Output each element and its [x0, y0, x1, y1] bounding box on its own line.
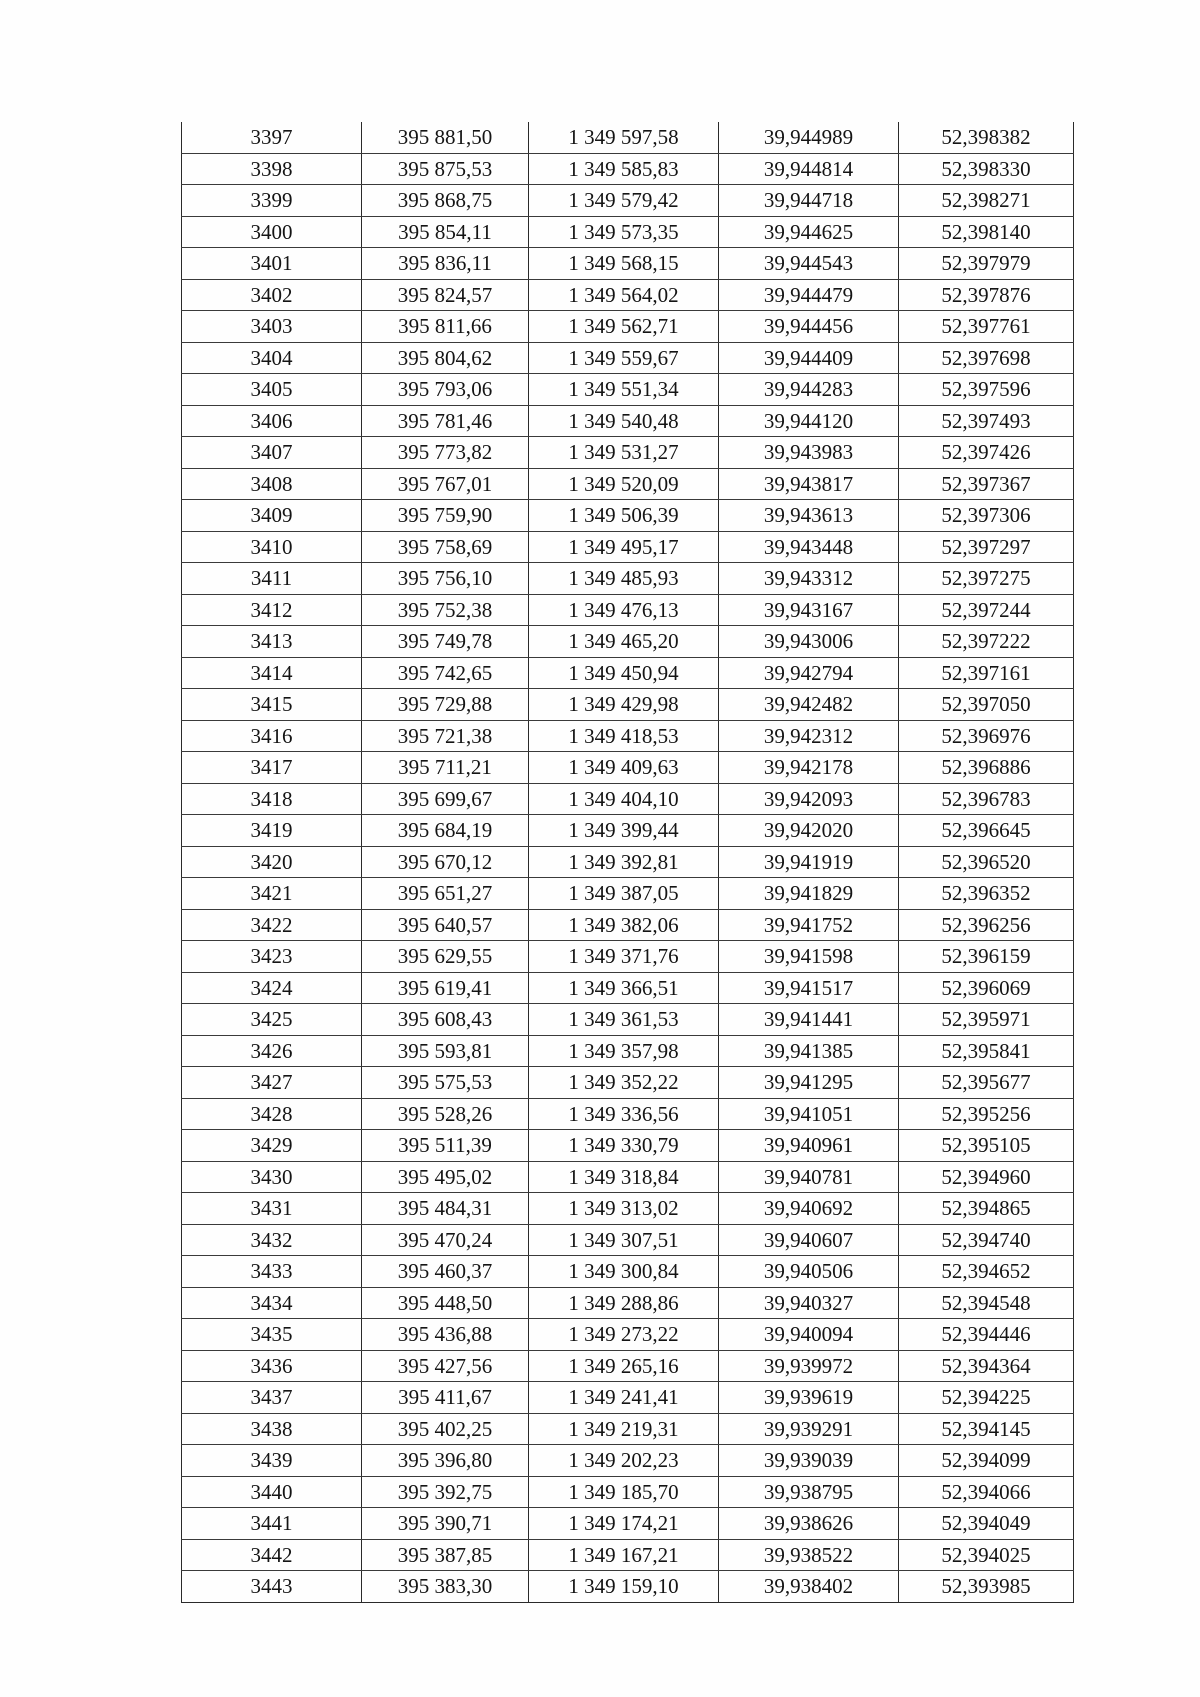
latitude-cell: 52,396645 — [899, 815, 1074, 847]
latitude-cell: 52,394652 — [899, 1256, 1074, 1288]
longitude-cell: 39,940327 — [719, 1287, 899, 1319]
y-coordinate-cell: 1 349 336,56 — [529, 1098, 719, 1130]
x-coordinate-cell: 395 593,81 — [362, 1035, 529, 1067]
y-coordinate-cell: 1 349 366,51 — [529, 972, 719, 1004]
point-number-cell: 3406 — [182, 405, 362, 437]
table-row — [182, 531, 1074, 563]
table-row — [182, 1161, 1074, 1193]
point-number-cell: 3416 — [182, 720, 362, 752]
table-row — [182, 1571, 1074, 1603]
point-number-cell: 3420 — [182, 846, 362, 878]
x-coordinate-cell: 395 868,75 — [362, 185, 529, 217]
point-number-cell: 3435 — [182, 1319, 362, 1351]
table-row — [182, 1508, 1074, 1540]
latitude-cell: 52,397297 — [899, 531, 1074, 563]
table-row — [182, 563, 1074, 595]
x-coordinate-cell: 395 729,88 — [362, 689, 529, 721]
y-coordinate-cell: 1 349 167,21 — [529, 1539, 719, 1571]
y-coordinate-cell: 1 349 568,15 — [529, 248, 719, 280]
latitude-cell: 52,395971 — [899, 1004, 1074, 1036]
table-row — [182, 1382, 1074, 1414]
point-number-cell: 3417 — [182, 752, 362, 784]
latitude-cell: 52,397493 — [899, 405, 1074, 437]
latitude-cell: 52,396886 — [899, 752, 1074, 784]
latitude-cell: 52,394446 — [899, 1319, 1074, 1351]
x-coordinate-cell: 395 495,02 — [362, 1161, 529, 1193]
longitude-cell: 39,944120 — [719, 405, 899, 437]
y-coordinate-cell: 1 349 265,16 — [529, 1350, 719, 1382]
longitude-cell: 39,941441 — [719, 1004, 899, 1036]
x-coordinate-cell: 395 881,50 — [362, 122, 529, 153]
coordinates-table — [181, 122, 1074, 1603]
x-coordinate-cell: 395 392,75 — [362, 1476, 529, 1508]
longitude-cell: 39,942794 — [719, 657, 899, 689]
table-row — [182, 1256, 1074, 1288]
latitude-cell: 52,397698 — [899, 342, 1074, 374]
x-coordinate-cell: 395 511,39 — [362, 1130, 529, 1162]
x-coordinate-cell: 395 811,66 — [362, 311, 529, 343]
point-number-cell: 3442 — [182, 1539, 362, 1571]
latitude-cell: 52,396783 — [899, 783, 1074, 815]
y-coordinate-cell: 1 349 318,84 — [529, 1161, 719, 1193]
y-coordinate-cell: 1 349 418,53 — [529, 720, 719, 752]
x-coordinate-cell: 395 699,67 — [362, 783, 529, 815]
longitude-cell: 39,941829 — [719, 878, 899, 910]
latitude-cell: 52,396352 — [899, 878, 1074, 910]
point-number-cell: 3424 — [182, 972, 362, 1004]
latitude-cell: 52,396159 — [899, 941, 1074, 973]
table-row — [182, 405, 1074, 437]
latitude-cell: 52,397244 — [899, 594, 1074, 626]
y-coordinate-cell: 1 349 485,93 — [529, 563, 719, 595]
longitude-cell: 39,939619 — [719, 1382, 899, 1414]
longitude-cell: 39,940781 — [719, 1161, 899, 1193]
point-number-cell: 3399 — [182, 185, 362, 217]
point-number-cell: 3441 — [182, 1508, 362, 1540]
x-coordinate-cell: 395 773,82 — [362, 437, 529, 469]
x-coordinate-cell: 395 781,46 — [362, 405, 529, 437]
x-coordinate-cell: 395 875,53 — [362, 153, 529, 185]
longitude-cell: 39,944718 — [719, 185, 899, 217]
longitude-cell: 39,942178 — [719, 752, 899, 784]
table-row — [182, 1035, 1074, 1067]
x-coordinate-cell: 395 711,21 — [362, 752, 529, 784]
y-coordinate-cell: 1 349 392,81 — [529, 846, 719, 878]
longitude-cell: 39,944625 — [719, 216, 899, 248]
table-row — [182, 374, 1074, 406]
x-coordinate-cell: 395 427,56 — [362, 1350, 529, 1382]
point-number-cell: 3421 — [182, 878, 362, 910]
x-coordinate-cell: 395 608,43 — [362, 1004, 529, 1036]
longitude-cell: 39,940692 — [719, 1193, 899, 1225]
point-number-cell: 3423 — [182, 941, 362, 973]
latitude-cell: 52,397876 — [899, 279, 1074, 311]
table-row — [182, 752, 1074, 784]
point-number-cell: 3443 — [182, 1571, 362, 1603]
latitude-cell: 52,397275 — [899, 563, 1074, 595]
table-row — [182, 122, 1074, 153]
x-coordinate-cell: 395 619,41 — [362, 972, 529, 1004]
y-coordinate-cell: 1 349 476,13 — [529, 594, 719, 626]
y-coordinate-cell: 1 349 352,22 — [529, 1067, 719, 1099]
y-coordinate-cell: 1 349 202,23 — [529, 1445, 719, 1477]
y-coordinate-cell: 1 349 185,70 — [529, 1476, 719, 1508]
y-coordinate-cell: 1 349 559,67 — [529, 342, 719, 374]
table-row — [182, 1319, 1074, 1351]
y-coordinate-cell: 1 349 371,76 — [529, 941, 719, 973]
latitude-cell: 52,393985 — [899, 1571, 1074, 1603]
point-number-cell: 3415 — [182, 689, 362, 721]
y-coordinate-cell: 1 349 579,42 — [529, 185, 719, 217]
x-coordinate-cell: 395 396,80 — [362, 1445, 529, 1477]
longitude-cell: 39,943448 — [719, 531, 899, 563]
table-row — [182, 594, 1074, 626]
table-row — [182, 1445, 1074, 1477]
point-number-cell: 3422 — [182, 909, 362, 941]
point-number-cell: 3408 — [182, 468, 362, 500]
longitude-cell: 39,939039 — [719, 1445, 899, 1477]
x-coordinate-cell: 395 411,67 — [362, 1382, 529, 1414]
point-number-cell: 3413 — [182, 626, 362, 658]
y-coordinate-cell: 1 349 273,22 — [529, 1319, 719, 1351]
latitude-cell: 52,397222 — [899, 626, 1074, 658]
x-coordinate-cell: 395 670,12 — [362, 846, 529, 878]
longitude-cell: 39,944989 — [719, 122, 899, 153]
table-row — [182, 720, 1074, 752]
point-number-cell: 3426 — [182, 1035, 362, 1067]
longitude-cell: 39,943817 — [719, 468, 899, 500]
x-coordinate-cell: 395 484,31 — [362, 1193, 529, 1225]
point-number-cell: 3403 — [182, 311, 362, 343]
x-coordinate-cell: 395 460,37 — [362, 1256, 529, 1288]
point-number-cell: 3397 — [182, 122, 362, 153]
y-coordinate-cell: 1 349 495,17 — [529, 531, 719, 563]
table-row — [182, 657, 1074, 689]
latitude-cell: 52,394066 — [899, 1476, 1074, 1508]
longitude-cell: 39,944456 — [719, 311, 899, 343]
latitude-cell: 52,394099 — [899, 1445, 1074, 1477]
latitude-cell: 52,397306 — [899, 500, 1074, 532]
table-row — [182, 311, 1074, 343]
x-coordinate-cell: 395 742,65 — [362, 657, 529, 689]
coordinates-table-body — [182, 122, 1074, 1602]
longitude-cell: 39,941598 — [719, 941, 899, 973]
point-number-cell: 3414 — [182, 657, 362, 689]
x-coordinate-cell: 395 387,85 — [362, 1539, 529, 1571]
longitude-cell: 39,944814 — [719, 153, 899, 185]
longitude-cell: 39,942482 — [719, 689, 899, 721]
table-row — [182, 1193, 1074, 1225]
point-number-cell: 3405 — [182, 374, 362, 406]
latitude-cell: 52,394025 — [899, 1539, 1074, 1571]
point-number-cell: 3418 — [182, 783, 362, 815]
y-coordinate-cell: 1 349 597,58 — [529, 122, 719, 153]
longitude-cell: 39,942020 — [719, 815, 899, 847]
latitude-cell: 52,398382 — [899, 122, 1074, 153]
x-coordinate-cell: 395 528,26 — [362, 1098, 529, 1130]
point-number-cell: 3438 — [182, 1413, 362, 1445]
y-coordinate-cell: 1 349 357,98 — [529, 1035, 719, 1067]
latitude-cell: 52,394049 — [899, 1508, 1074, 1540]
table-row — [182, 1413, 1074, 1445]
point-number-cell: 3425 — [182, 1004, 362, 1036]
point-number-cell: 3419 — [182, 815, 362, 847]
x-coordinate-cell: 395 804,62 — [362, 342, 529, 374]
point-number-cell: 3428 — [182, 1098, 362, 1130]
y-coordinate-cell: 1 349 404,10 — [529, 783, 719, 815]
latitude-cell: 52,398140 — [899, 216, 1074, 248]
longitude-cell: 39,940961 — [719, 1130, 899, 1162]
x-coordinate-cell: 395 793,06 — [362, 374, 529, 406]
point-number-cell: 3437 — [182, 1382, 362, 1414]
x-coordinate-cell: 395 758,69 — [362, 531, 529, 563]
table-row — [182, 1098, 1074, 1130]
x-coordinate-cell: 395 836,11 — [362, 248, 529, 280]
latitude-cell: 52,394960 — [899, 1161, 1074, 1193]
latitude-cell: 52,397761 — [899, 311, 1074, 343]
x-coordinate-cell: 395 756,10 — [362, 563, 529, 595]
y-coordinate-cell: 1 349 585,83 — [529, 153, 719, 185]
longitude-cell: 39,938795 — [719, 1476, 899, 1508]
y-coordinate-cell: 1 349 450,94 — [529, 657, 719, 689]
x-coordinate-cell: 395 640,57 — [362, 909, 529, 941]
table-row — [182, 846, 1074, 878]
x-coordinate-cell: 395 854,11 — [362, 216, 529, 248]
longitude-cell: 39,941385 — [719, 1035, 899, 1067]
point-number-cell: 3412 — [182, 594, 362, 626]
latitude-cell: 52,394225 — [899, 1382, 1074, 1414]
point-number-cell: 3410 — [182, 531, 362, 563]
x-coordinate-cell: 395 651,27 — [362, 878, 529, 910]
longitude-cell: 39,944283 — [719, 374, 899, 406]
table-row — [182, 500, 1074, 532]
latitude-cell: 52,397426 — [899, 437, 1074, 469]
latitude-cell: 52,396520 — [899, 846, 1074, 878]
y-coordinate-cell: 1 349 300,84 — [529, 1256, 719, 1288]
point-number-cell: 3404 — [182, 342, 362, 374]
longitude-cell: 39,944409 — [719, 342, 899, 374]
x-coordinate-cell: 395 436,88 — [362, 1319, 529, 1351]
x-coordinate-cell: 395 824,57 — [362, 279, 529, 311]
y-coordinate-cell: 1 349 387,05 — [529, 878, 719, 910]
y-coordinate-cell: 1 349 564,02 — [529, 279, 719, 311]
x-coordinate-cell: 395 759,90 — [362, 500, 529, 532]
longitude-cell: 39,943167 — [719, 594, 899, 626]
longitude-cell: 39,941295 — [719, 1067, 899, 1099]
point-number-cell: 3398 — [182, 153, 362, 185]
y-coordinate-cell: 1 349 409,63 — [529, 752, 719, 784]
y-coordinate-cell: 1 349 361,53 — [529, 1004, 719, 1036]
point-number-cell: 3409 — [182, 500, 362, 532]
table-row — [182, 1067, 1074, 1099]
table-row — [182, 468, 1074, 500]
latitude-cell: 52,397367 — [899, 468, 1074, 500]
latitude-cell: 52,395841 — [899, 1035, 1074, 1067]
table-row — [182, 342, 1074, 374]
point-number-cell: 3407 — [182, 437, 362, 469]
y-coordinate-cell: 1 349 288,86 — [529, 1287, 719, 1319]
y-coordinate-cell: 1 349 465,20 — [529, 626, 719, 658]
longitude-cell: 39,942093 — [719, 783, 899, 815]
longitude-cell: 39,941051 — [719, 1098, 899, 1130]
x-coordinate-cell: 395 629,55 — [362, 941, 529, 973]
x-coordinate-cell: 395 448,50 — [362, 1287, 529, 1319]
latitude-cell: 52,394865 — [899, 1193, 1074, 1225]
y-coordinate-cell: 1 349 382,06 — [529, 909, 719, 941]
point-number-cell: 3427 — [182, 1067, 362, 1099]
y-coordinate-cell: 1 349 540,48 — [529, 405, 719, 437]
y-coordinate-cell: 1 349 159,10 — [529, 1571, 719, 1603]
table-row — [182, 972, 1074, 1004]
latitude-cell: 52,395677 — [899, 1067, 1074, 1099]
table-row — [182, 279, 1074, 311]
latitude-cell: 52,394548 — [899, 1287, 1074, 1319]
point-number-cell: 3402 — [182, 279, 362, 311]
point-number-cell: 3431 — [182, 1193, 362, 1225]
x-coordinate-cell: 395 390,71 — [362, 1508, 529, 1540]
latitude-cell: 52,397979 — [899, 248, 1074, 280]
table-row — [182, 153, 1074, 185]
table-row — [182, 216, 1074, 248]
point-number-cell: 3429 — [182, 1130, 362, 1162]
y-coordinate-cell: 1 349 399,44 — [529, 815, 719, 847]
latitude-cell: 52,395105 — [899, 1130, 1074, 1162]
y-coordinate-cell: 1 349 520,09 — [529, 468, 719, 500]
table-row — [182, 437, 1074, 469]
longitude-cell: 39,943613 — [719, 500, 899, 532]
x-coordinate-cell: 395 721,38 — [362, 720, 529, 752]
table-row — [182, 909, 1074, 941]
longitude-cell: 39,944543 — [719, 248, 899, 280]
y-coordinate-cell: 1 349 429,98 — [529, 689, 719, 721]
table-row — [182, 185, 1074, 217]
y-coordinate-cell: 1 349 241,41 — [529, 1382, 719, 1414]
point-number-cell: 3411 — [182, 563, 362, 595]
table-row — [182, 1350, 1074, 1382]
latitude-cell: 52,396256 — [899, 909, 1074, 941]
latitude-cell: 52,394364 — [899, 1350, 1074, 1382]
table-row — [182, 248, 1074, 280]
table-row — [182, 1130, 1074, 1162]
table-row — [182, 1004, 1074, 1036]
table-row — [182, 815, 1074, 847]
latitude-cell: 52,397596 — [899, 374, 1074, 406]
point-number-cell: 3440 — [182, 1476, 362, 1508]
longitude-cell: 39,939972 — [719, 1350, 899, 1382]
longitude-cell: 39,940094 — [719, 1319, 899, 1351]
y-coordinate-cell: 1 349 307,51 — [529, 1224, 719, 1256]
y-coordinate-cell: 1 349 506,39 — [529, 500, 719, 532]
latitude-cell: 52,397161 — [899, 657, 1074, 689]
table-row — [182, 878, 1074, 910]
point-number-cell: 3430 — [182, 1161, 362, 1193]
longitude-cell: 39,943312 — [719, 563, 899, 595]
table-row — [182, 1539, 1074, 1571]
y-coordinate-cell: 1 349 313,02 — [529, 1193, 719, 1225]
latitude-cell: 52,395256 — [899, 1098, 1074, 1130]
latitude-cell: 52,396069 — [899, 972, 1074, 1004]
latitude-cell: 52,394145 — [899, 1413, 1074, 1445]
longitude-cell: 39,943983 — [719, 437, 899, 469]
x-coordinate-cell: 395 575,53 — [362, 1067, 529, 1099]
longitude-cell: 39,938626 — [719, 1508, 899, 1540]
longitude-cell: 39,944479 — [719, 279, 899, 311]
table-row — [182, 1476, 1074, 1508]
point-number-cell: 3434 — [182, 1287, 362, 1319]
latitude-cell: 52,396976 — [899, 720, 1074, 752]
longitude-cell: 39,941517 — [719, 972, 899, 1004]
longitude-cell: 39,939291 — [719, 1413, 899, 1445]
point-number-cell: 3439 — [182, 1445, 362, 1477]
table-row — [182, 941, 1074, 973]
x-coordinate-cell: 395 767,01 — [362, 468, 529, 500]
y-coordinate-cell: 1 349 573,35 — [529, 216, 719, 248]
longitude-cell: 39,938402 — [719, 1571, 899, 1603]
table-row — [182, 689, 1074, 721]
y-coordinate-cell: 1 349 219,31 — [529, 1413, 719, 1445]
latitude-cell: 52,398330 — [899, 153, 1074, 185]
latitude-cell: 52,394740 — [899, 1224, 1074, 1256]
latitude-cell: 52,398271 — [899, 185, 1074, 217]
longitude-cell: 39,941752 — [719, 909, 899, 941]
y-coordinate-cell: 1 349 174,21 — [529, 1508, 719, 1540]
table-row — [182, 783, 1074, 815]
x-coordinate-cell: 395 470,24 — [362, 1224, 529, 1256]
y-coordinate-cell: 1 349 531,27 — [529, 437, 719, 469]
y-coordinate-cell: 1 349 551,34 — [529, 374, 719, 406]
latitude-cell: 52,397050 — [899, 689, 1074, 721]
table-row — [182, 1224, 1074, 1256]
y-coordinate-cell: 1 349 562,71 — [529, 311, 719, 343]
table-row — [182, 626, 1074, 658]
point-number-cell: 3432 — [182, 1224, 362, 1256]
y-coordinate-cell: 1 349 330,79 — [529, 1130, 719, 1162]
point-number-cell: 3401 — [182, 248, 362, 280]
longitude-cell: 39,941919 — [719, 846, 899, 878]
point-number-cell: 3433 — [182, 1256, 362, 1288]
x-coordinate-cell: 395 684,19 — [362, 815, 529, 847]
longitude-cell: 39,940607 — [719, 1224, 899, 1256]
table-row — [182, 1287, 1074, 1319]
longitude-cell: 39,940506 — [719, 1256, 899, 1288]
longitude-cell: 39,938522 — [719, 1539, 899, 1571]
longitude-cell: 39,942312 — [719, 720, 899, 752]
x-coordinate-cell: 395 749,78 — [362, 626, 529, 658]
point-number-cell: 3400 — [182, 216, 362, 248]
x-coordinate-cell: 395 752,38 — [362, 594, 529, 626]
point-number-cell: 3436 — [182, 1350, 362, 1382]
x-coordinate-cell: 395 383,30 — [362, 1571, 529, 1603]
longitude-cell: 39,943006 — [719, 626, 899, 658]
x-coordinate-cell: 395 402,25 — [362, 1413, 529, 1445]
